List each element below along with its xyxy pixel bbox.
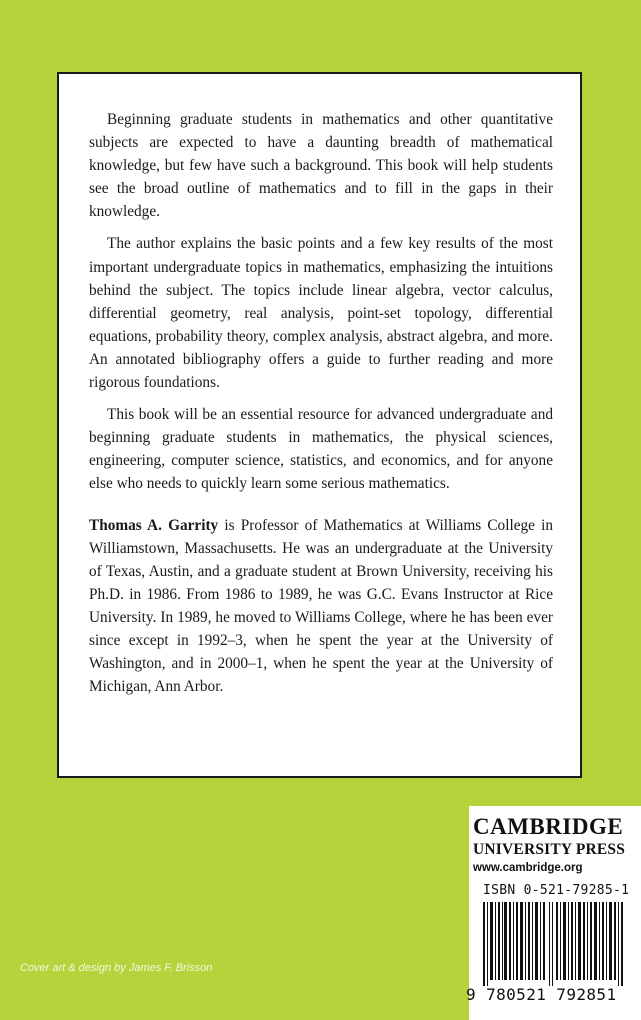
description-panel (57, 72, 582, 778)
author-bio-text: is Professor of Mathematics at Williams College in Williamstown, Massachusetts. He was an undergraduate at the University of Texas, Austin, and a graduate student at Brown University, receiving his Ph.D. in 1986. From 1986 to 1989, he was G.C. Evans Instructor at Rice University. In 1989, he moved to Williams College, where he has been ever since except in 1992–3, when he spent the year at the University of Washington, and in 2000–1, when he spent the year at the University of Michigan, Ann Arbor. (89, 516, 553, 696)
description-text (89, 108, 553, 707)
author-name: Thomas A. Garrity (89, 516, 219, 534)
isbn-label: ISBN 0-521-79285-1 (483, 883, 630, 898)
publisher-name: CAMBRIDGE (473, 814, 624, 839)
blurb-paragraph-3: This book will be an essential resource for advanced undergraduate and beginning graduate students in mathematics, the physical sciences, engineering, computer science, statistics, and economics, and for anyone else who needs to quickly learn some serious mathematics. (89, 406, 553, 493)
barcode-icon (473, 900, 639, 986)
barcode-digits: 9 780521 792851 (466, 985, 617, 1004)
blurb-paragraph-2: The author explains the basic points and a few key results of the most important undergraduate topics in mathematics, emphasizing the intuitions behind the subject. The topics include linear algebra, vector calculus, differential geometry, real analysis, point-set topology, differential equations, probability theory, complex analysis, abstract algebra, and more. An annotated bibliography offers a guide to further reading and more rigorous foundations. (89, 235, 553, 392)
author-bio (89, 514, 553, 699)
publisher-url: www.cambridge.org (473, 862, 583, 874)
cover-credit: Cover art & design by James F. Brisson (20, 962, 213, 974)
publisher-press: UNIVERSITY PRESS (473, 841, 626, 858)
blurb-paragraph-1: Beginning graduate students in mathematics and other quantitative subjects are expected to have a daunting breadth of mathematical knowledge, but few have such a background. This book will help students see the broad outline of mathematics and to fill in the gaps in their knowledge. (89, 111, 553, 221)
